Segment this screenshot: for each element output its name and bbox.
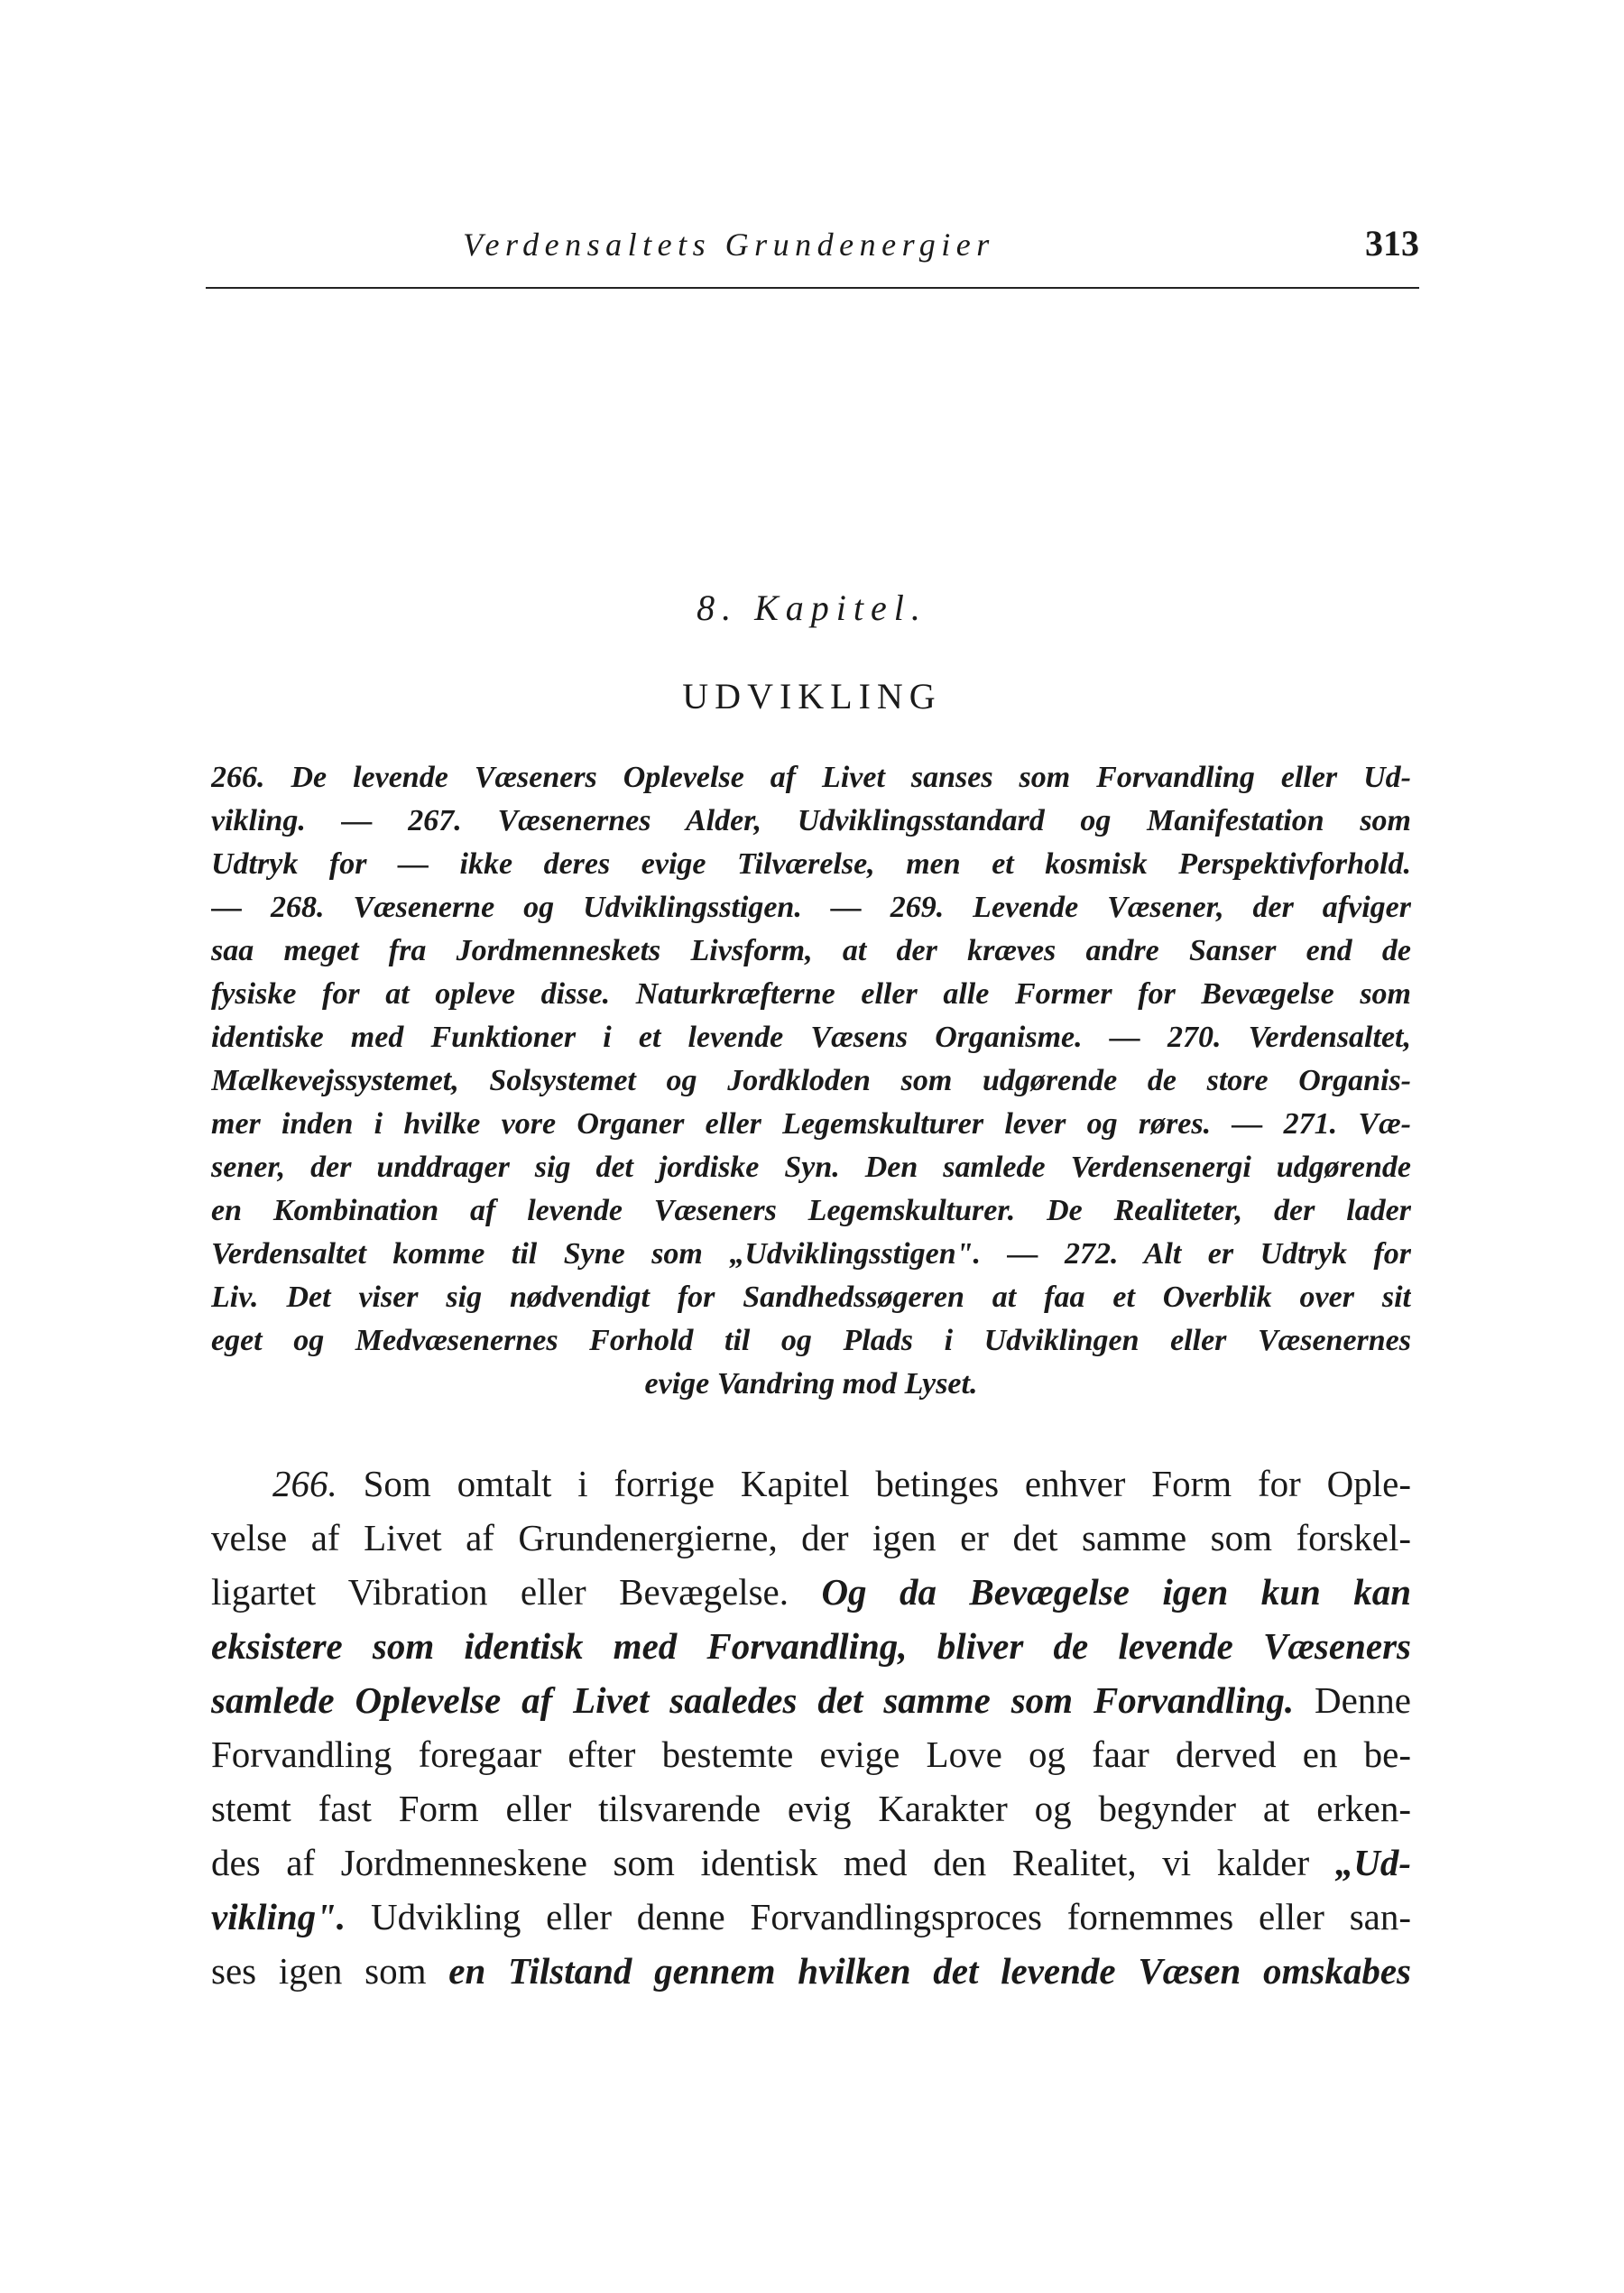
body-text: Denne: [1314, 1679, 1411, 1721]
body-line: [211, 1619, 1411, 1673]
emphasis-text: eksistere som identisk med Forvandling, bliver de levende Væseners: [211, 1625, 1411, 1667]
body-line: [211, 1565, 1411, 1619]
summary-line: Mælkevejssystemet, Solsystemet og Jordkloden som udgørende de store Organis-: [211, 1064, 1411, 1097]
summary-line: vikling. — 267. Væsenernes Alder, Udviklingsstandard og Manifestation som: [211, 804, 1411, 837]
running-header: [206, 209, 1419, 289]
body-line: [211, 1781, 1411, 1835]
body-text: ligartet Vibration eller Bevægelse.: [211, 1571, 789, 1613]
chapter-summary: [211, 756, 1411, 1406]
summary-line: evige Vandring mod Lyset.: [644, 1367, 978, 1401]
body-line: [211, 1890, 1411, 1944]
body-line: [211, 1727, 1411, 1781]
summary-line: en Kombination af levende Væseners Legemskulturer. De Realiteter, der lader: [211, 1194, 1411, 1227]
emphasis-text: en Tilstand gennem hvilken det levende Væsen omskabes: [448, 1950, 1411, 1992]
body-line: [211, 1511, 1411, 1565]
summary-line: Udtryk for — ikke deres evige Tilværelse, men et kosmisk Perspektivforhold.: [211, 847, 1411, 881]
body-text: Forvandling foregaar efter bestemte evige Love og faar derved en be-: [211, 1734, 1411, 1775]
emphasis-text: vikling".: [211, 1896, 346, 1937]
emphasis-text: „Ud-: [1334, 1842, 1411, 1883]
summary-line: eget og Medvæsenernes Forhold til og Plads i Udviklingen eller Væsenernes: [211, 1324, 1411, 1357]
body-text: Udvikling eller denne Forvandlingsproces fornemmes eller san-: [371, 1896, 1411, 1937]
body-line: [211, 1456, 1411, 1511]
chapter-label: 8. Kapitel.: [697, 587, 927, 628]
chapter-title: UDVIKLING: [682, 676, 942, 717]
body-text: ses igen som: [211, 1950, 427, 1992]
summary-line: mer inden i hvilke vore Organer eller Legemskulturer lever og røres. — 271. Væ-: [211, 1107, 1411, 1141]
section-number: 266.: [272, 1463, 337, 1504]
body-text: stemt fast Form eller tilsvarende evig Karakter og begynder at erken-: [211, 1788, 1411, 1829]
body-line: [211, 1835, 1411, 1890]
summary-line: Liv. Det viser sig nødvendigt for Sandhedssøgeren at faa et Overblik over sit: [211, 1281, 1411, 1314]
running-title: Verdensaltets Grundenergier: [463, 227, 995, 263]
summary-line: 266. De levende Væseners Oplevelse af Livet sanses som Forvandling eller Ud-: [211, 761, 1411, 794]
summary-line: identiske med Funktioner i et levende Væsens Organisme. — 270. Verdensaltet,: [211, 1021, 1411, 1054]
page-number: 313: [1365, 223, 1419, 264]
summary-line: fysiske for at opleve disse. Naturkræfterne eller alle Former for Bevægelse som: [211, 977, 1411, 1011]
body-line: [211, 1944, 1411, 1998]
body-line: [211, 1673, 1411, 1727]
body-text: velse af Livet af Grundenergierne, der igen er det samme som forskel-: [211, 1517, 1411, 1558]
summary-line: sener, der unddrager sig det jordiske Syn. Den samlede Verdensenergi udgørende: [211, 1151, 1411, 1184]
emphasis-text: samlede Oplevelse af Livet saaledes det samme som Forvandling.: [211, 1679, 1295, 1721]
body-text: des af Jordmenneskene som identisk med den Realitet, vi kalder: [211, 1842, 1310, 1883]
summary-line: Verdensaltet komme til Syne som „Udviklingsstigen". — 272. Alt er Udtryk for: [211, 1237, 1411, 1271]
summary-line: saa meget fra Jordmenneskets Livsform, at der kræves andre Sanser end de: [211, 934, 1411, 967]
summary-line: — 268. Væsenerne og Udviklingsstigen. — 269. Levende Væsener, der afviger: [211, 891, 1411, 924]
body-text: Som omtalt i forrige Kapitel betinges enhver Form for Ople-: [363, 1463, 1411, 1504]
emphasis-text: Og da Bevægelse igen kun kan: [821, 1571, 1411, 1613]
body-paragraph: [211, 1456, 1411, 1998]
